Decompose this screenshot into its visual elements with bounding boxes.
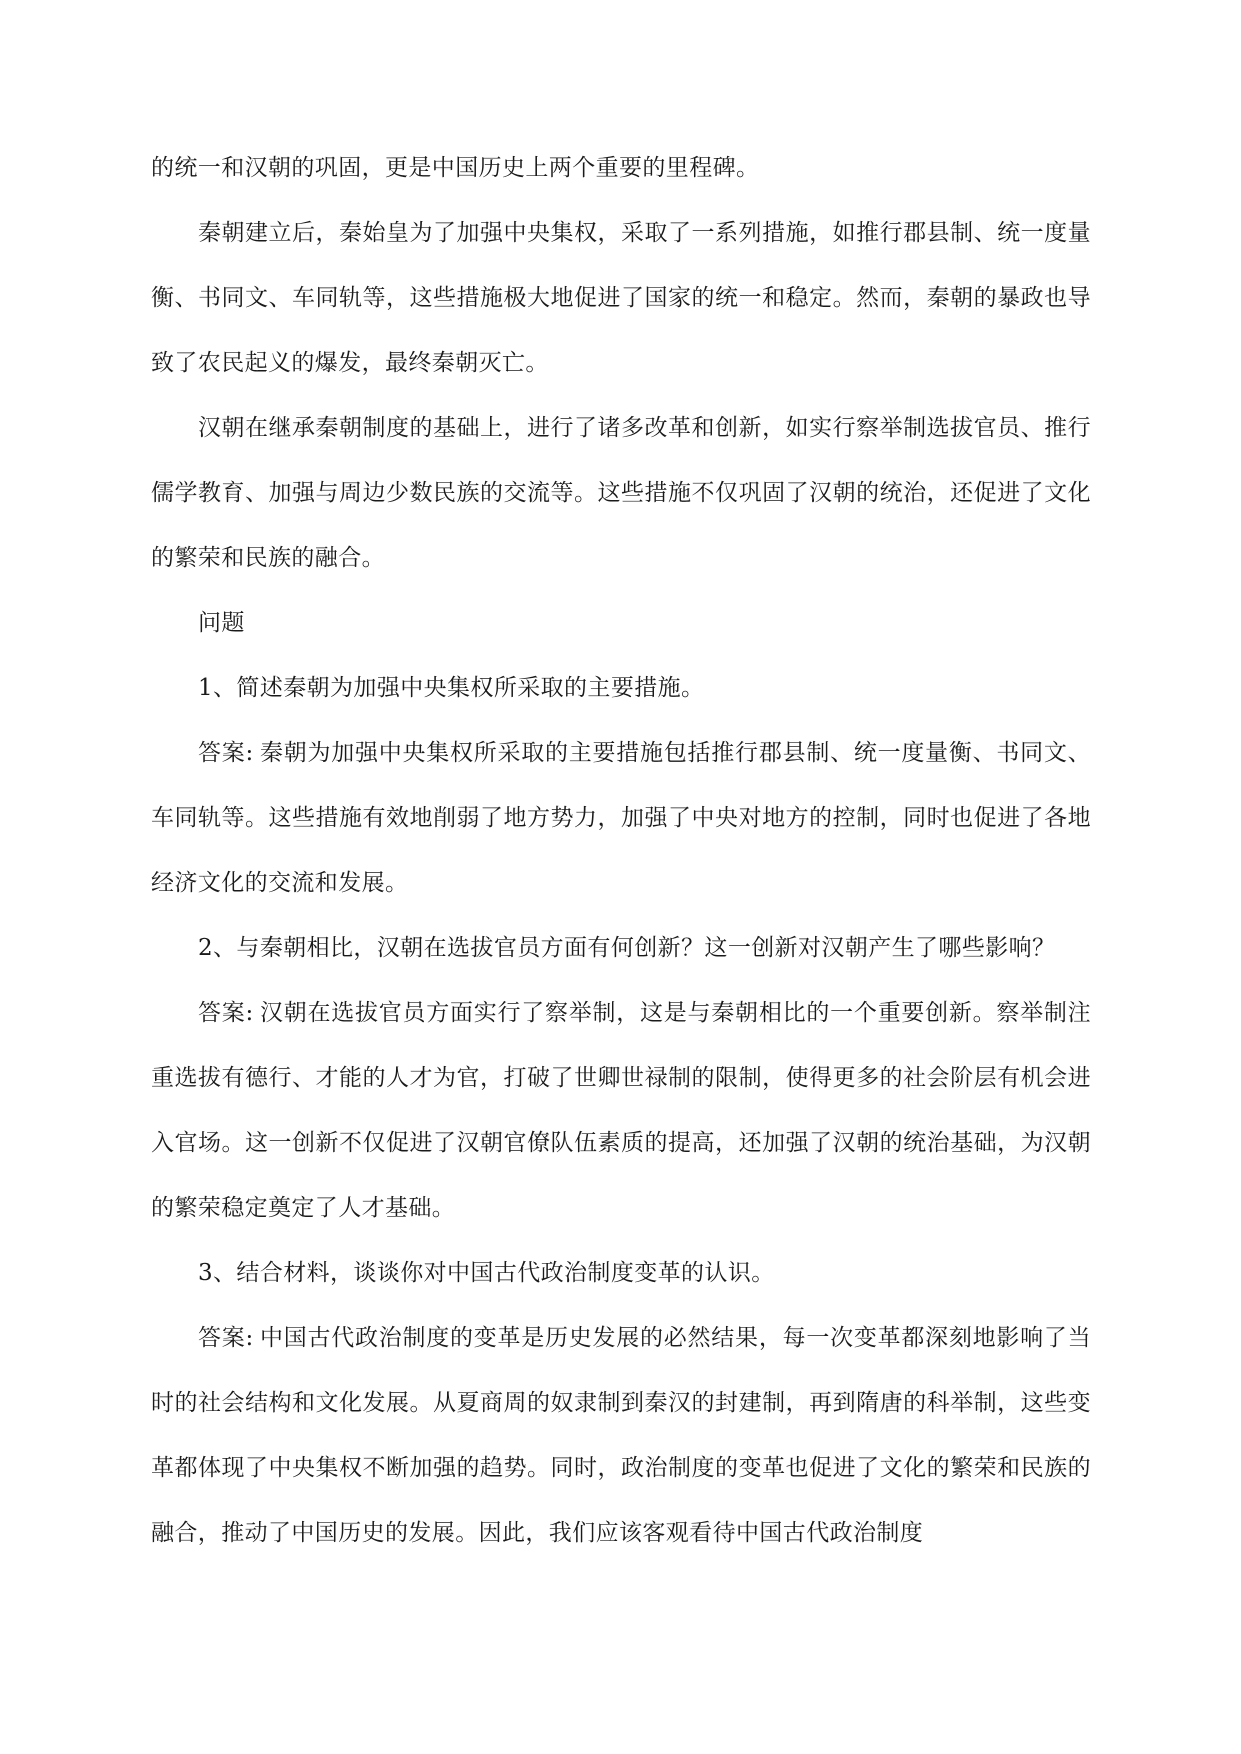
paragraph-han-dynasty <box>151 396 1091 591</box>
question-text: 1、简述秦朝为加强中央集权所采取的主要措施。 <box>198 675 705 701</box>
questions-heading <box>151 591 1091 656</box>
paragraph-text: 秦朝建立后，秦始皇为了加强中央集权，采取了一系列措施，如推行郡县制、统一度量衡、书同文、车同轨等，这些措施极大地促进了国家的统一和稳定。然而，秦朝的暴政也导致了农民起义的爆发，最终秦朝灭亡。 <box>151 220 1091 376</box>
answer-label: 答案: <box>198 1325 254 1351</box>
question-2 <box>151 916 1091 981</box>
question-text: 2、与秦朝相比，汉朝在选拔官员方面有何创新？这一创新对汉朝产生了哪些影响？ <box>198 935 1056 961</box>
question-text: 3、结合材料，谈谈你对中国古代政治制度变革的认识。 <box>198 1260 775 1286</box>
answer-2 <box>151 981 1091 1241</box>
paragraph-text: 汉朝在继承秦朝制度的基础上，进行了诸多改革和创新，如实行察举制选拔官员、推行儒学教育、加强与周边少数民族的交流等。这些措施不仅巩固了汉朝的统治，还促进了文化的繁荣和民族的融合。 <box>151 415 1091 571</box>
paragraph-text: 的统一和汉朝的巩固，更是中国历史上两个重要的里程碑。 <box>151 155 760 181</box>
answer-text: 中国古代政治制度的变革是历史发展的必然结果，每一次变革都深刻地影响了当时的社会结构和文化发展。从夏商周的奴隶制到秦汉的封建制，再到隋唐的科举制，这些变革都体现了中央集权不断加强的趋势。同时，政治制度的变革也促进了文化的繁荣和民族的融合，推动了中国历史的发展。因此，我们应该客观看待中国古代政治制度 <box>151 1325 1091 1546</box>
answer-3 <box>151 1306 1091 1566</box>
document-body <box>151 136 1091 1566</box>
paragraph-continuation <box>151 136 1091 201</box>
heading-text: 问题 <box>198 610 245 636</box>
question-1 <box>151 656 1091 721</box>
question-3 <box>151 1241 1091 1306</box>
paragraph-qin-dynasty <box>151 201 1091 396</box>
answer-label: 答案: <box>198 1000 254 1026</box>
answer-1 <box>151 721 1091 916</box>
answer-text: 汉朝在选拔官员方面实行了察举制，这是与秦朝相比的一个重要创新。察举制注重选拔有德行、才能的人才为官，打破了世卿世禄制的限制，使得更多的社会阶层有机会进入官场。这一创新不仅促进了汉朝官僚队伍素质的提高，还加强了汉朝的统治基础，为汉朝的繁荣稳定奠定了人才基础。 <box>151 1000 1091 1221</box>
answer-label: 答案: <box>198 740 254 766</box>
answer-text: 秦朝为加强中央集权所采取的主要措施包括推行郡县制、统一度量衡、书同文、车同轨等。这些措施有效地削弱了地方势力，加强了中央对地方的控制，同时也促进了各地经济文化的交流和发展。 <box>151 740 1091 896</box>
